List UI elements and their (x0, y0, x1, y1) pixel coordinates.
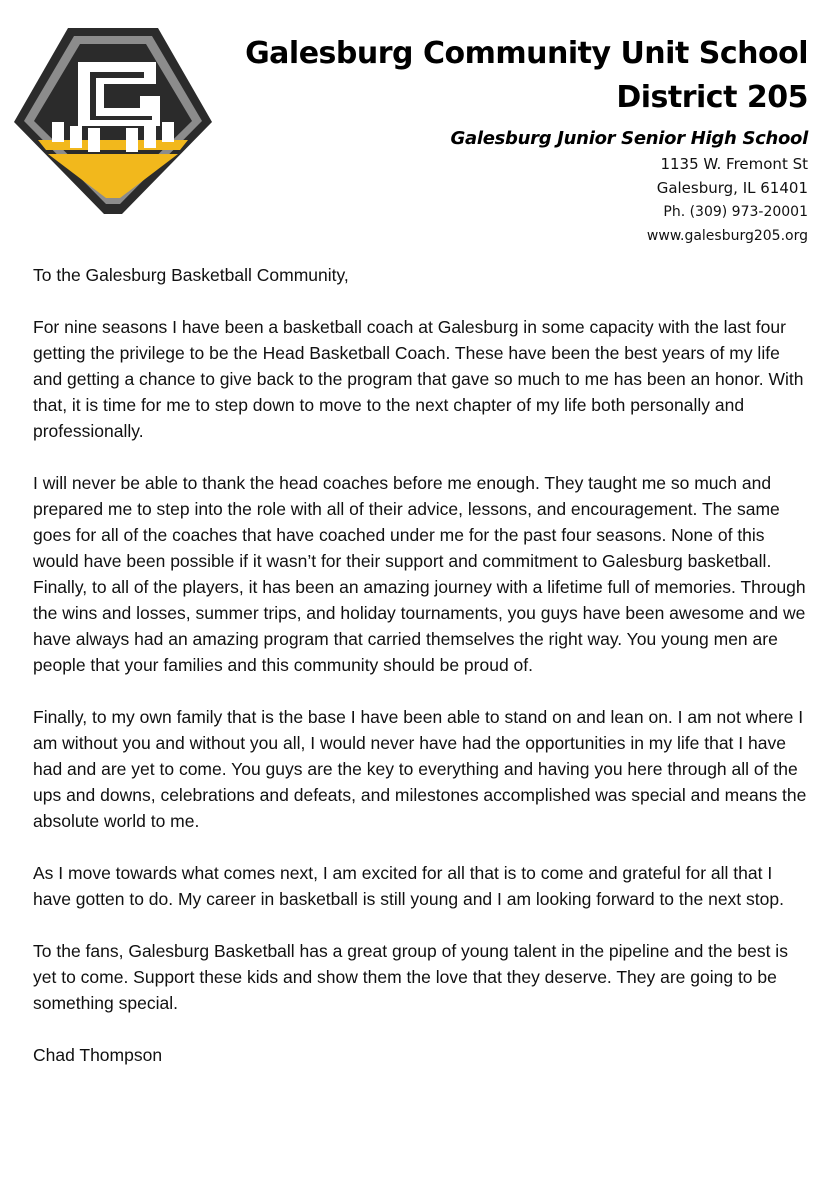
paragraph-2: I will never be able to thank the head coaches before me enough. They taught me so much and prepared me to step into the role with all of their advice, lessons, and encouragement. The same goes for all of the coaches that have coached under me for the past four seasons. None of this would have been possible if it wasn’t for their support and commitment to Galesburg basketball. Finally, to all of the players, it has been an amazing journey with a lifetime full of memories. Through the wins and losses, summer trips, and holiday tournaments, you guys have been awesome and we have always had an amazing program that carried themselves the right way. You young men are people that your families and this community should be proud of. (33, 473, 806, 675)
logo-tooth (70, 126, 82, 148)
phone-number: Ph. (309) 973-20001 (663, 204, 808, 220)
address-city: Galesburg, IL 61401 (656, 179, 808, 197)
logo-tooth (144, 126, 156, 148)
logo-tooth (52, 122, 64, 142)
paragraph-1: For nine seasons I have been a basketball coach at Galesburg in some capacity with the last four getting the privilege to be the Head Basketball Coach. These have been the best years of my life and getting a chance to give back to the program that gave so much to me has been an honor. With that, it is time for me to step down to move to the next chapter of my life both personally and professionally. (33, 317, 804, 441)
website-url: www.galesburg205.org (646, 228, 808, 244)
signature: Chad Thompson (33, 1045, 163, 1065)
salutation: To the Galesburg Basketball Community, (33, 265, 349, 285)
district-name-line-2: District 205 (616, 80, 808, 115)
paragraph-3: Finally, to my own family that is the base I have been able to stand on and lean on. I am not where I am without you and without you all, I would never have had the opportunities in my life that I have had and are yet to come. You guys are the key to everything and having you here through all of the ups and downs, celebrations and defeats, and milestones accomplished was special and means the absolute world to me. (33, 707, 807, 831)
school-name: Galesburg Junior Senior High School (450, 128, 808, 149)
letter-body (33, 262, 808, 1068)
galesburg-logo (8, 22, 218, 218)
letterhead (245, 32, 808, 248)
address-street: 1135 W. Fremont St (660, 155, 808, 173)
district-name-line-1: Galesburg Community Unit School (245, 36, 808, 71)
logo-tooth (126, 128, 138, 152)
paragraph-4: As I move towards what comes next, I am excited for all that is to come and grateful for all that I have gotten to do. My career in basketball is still young and I am looking forward to the next stop. (33, 863, 784, 909)
logo-tooth (88, 128, 100, 152)
logo-tooth (162, 122, 174, 142)
paragraph-5: To the fans, Galesburg Basketball has a great group of young talent in the pipeline and the best is yet to come. Support these kids and show them the love that they deserve. They are going to be something special. (33, 941, 788, 1013)
